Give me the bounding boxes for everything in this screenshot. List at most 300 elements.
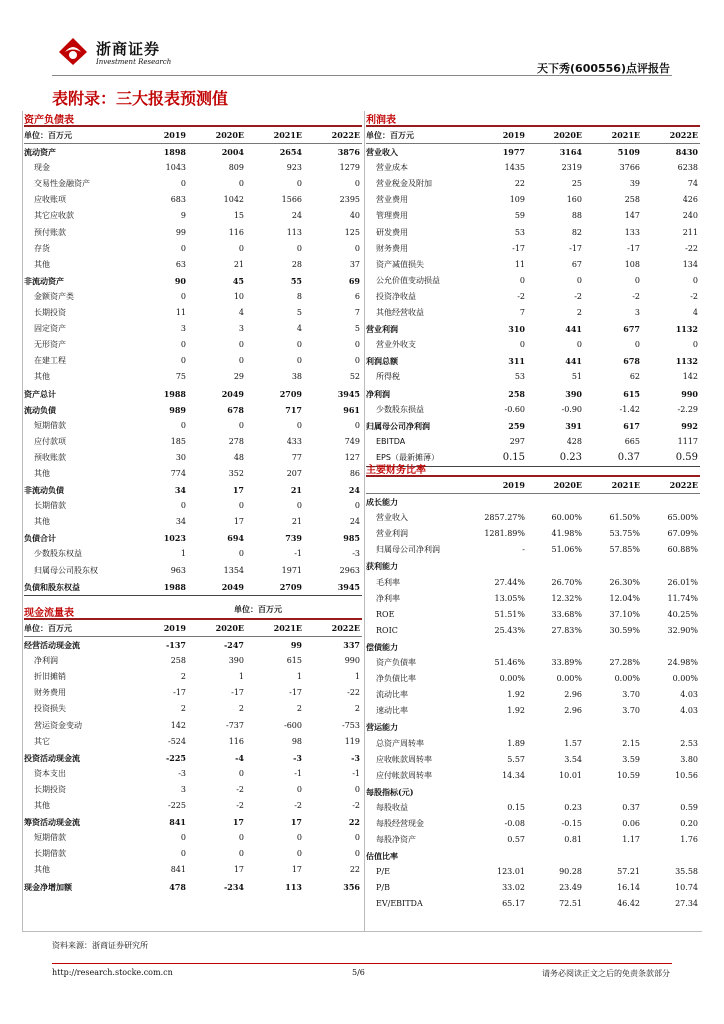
table-row [366,208,700,224]
cell-value: 0.00% [556,674,582,684]
table-row [366,800,700,816]
cell-value: -0.90 [561,404,582,414]
cell-value: 4 [238,308,244,318]
row-label: 营业利润 [366,324,398,335]
cell-value: 0 [180,243,186,253]
cell-value: 29 [233,372,244,382]
cell-value: 390 [228,656,244,666]
balance-sheet-title: 资产负债表 [24,111,362,127]
row-label: 归属母公司净利润 [376,545,440,555]
table-row [24,257,362,273]
table-row [24,144,362,160]
cell-value: 6 [354,291,360,301]
row-label: 财务费用 [376,243,408,253]
cell-value: 1988 [163,388,186,399]
table-row [24,402,362,418]
cell-value: 390 [565,388,582,399]
cell-value: -2.29 [677,404,698,414]
row-label: 应付款项 [34,436,66,446]
cell-value: -225 [168,801,186,811]
cell-value: -234 [223,881,244,892]
cell-value: 11 [514,259,525,269]
cell-value: 678 [227,404,244,415]
cell-value: 356 [343,881,360,892]
cell-value: 2 [180,704,186,714]
cell-value: 65.17 [502,899,525,909]
table-row [24,450,362,466]
cell-value: 74 [687,179,698,189]
row-label: 资产负债率 [376,658,416,668]
cell-value: 11 [175,308,186,318]
table-row [24,498,362,514]
cell-value: 0.23 [559,451,582,463]
cell-value: 2.96 [564,690,582,700]
cell-value: 211 [682,227,698,237]
row-label: 总资产周转率 [376,738,424,748]
cell-value: 10 [233,291,244,301]
cell-value: 0 [354,179,360,189]
cell-value: 45 [232,275,244,286]
cell-value: 1 [238,672,244,682]
cash-flow-title-text: 现金流量表 [24,608,74,619]
cell-value: 240 [682,211,698,221]
cell-value: 7 [519,308,525,318]
row-label: 在建工程 [34,356,66,366]
cell-value: 17 [290,817,302,828]
table-row [366,591,700,607]
row-label: 固定资产 [34,324,66,334]
table-row [366,687,700,703]
cell-value: 1.57 [564,738,582,748]
row-label: 少数股东权益 [34,549,82,559]
cell-value: 0.00% [614,674,640,684]
cell-value: 2963 [339,565,360,575]
cell-value: 27.34 [675,899,698,909]
cell-value: 3 [238,324,244,334]
table-row [366,176,700,192]
year-header: 2019 [502,130,525,140]
cell-value: 3.70 [622,706,640,716]
cell-value: 694 [227,533,244,544]
cell-value: 2049 [221,388,244,399]
cell-value: 53 [514,372,525,382]
row-label: 毛利率 [376,577,400,587]
cell-value: -17 [231,688,244,698]
page-number: 5/6 [352,968,365,977]
table-row [366,864,700,880]
cell-value: 17 [233,865,244,875]
cell-value: 0 [180,179,186,189]
table-row [366,752,700,768]
cell-value: 0.57 [507,835,525,845]
table-row [366,192,700,208]
cell-value: -1.42 [619,404,640,414]
cell-value: 0 [576,340,582,350]
table-row [24,289,362,305]
cell-value: 67.09% [667,529,698,539]
table-row [366,848,700,864]
table-row [24,685,362,701]
cell-value: 3945 [337,581,360,592]
row-label: 其它 [34,736,50,746]
cell-value: 3.59 [622,754,640,764]
cell-value: -17 [512,243,525,253]
table-row [24,766,362,782]
cell-value: 0 [692,275,698,285]
cell-value: 82 [571,227,582,237]
cell-value: 615 [623,388,640,399]
cell-value: 116 [228,736,244,746]
row-label: 每股收益 [376,802,408,812]
row-label: 公允价值变动损益 [376,275,440,285]
cell-value: -4 [235,752,244,763]
cell-value: 142 [682,372,698,382]
cell-value: 3766 [619,163,640,173]
cell-value: 13.05% [494,593,525,603]
table-row [366,241,700,257]
row-label: EV/EBITDA [376,899,423,909]
cell-value: 147 [624,211,640,221]
row-label: 利润总额 [366,356,398,367]
table-row [24,192,362,208]
cell-value: 109 [509,195,525,205]
cell-value: 24 [291,211,302,221]
cell-value: 774 [170,468,186,478]
row-label: ROIC [376,625,398,635]
cell-value: 1354 [223,565,244,575]
cell-value: 0 [180,356,186,366]
row-label: 金额资产类 [34,291,74,301]
cell-value: 0.37 [622,802,640,812]
cell-value: -600 [284,720,302,730]
cell-value: 0 [354,356,360,366]
cell-value: 615 [286,656,302,666]
table-row [366,542,700,558]
cell-value: 0 [238,420,244,430]
row-label: 折旧摊销 [34,672,66,682]
row-label: 经营活动现金流 [24,640,80,651]
cell-value: 125 [344,227,360,237]
cell-value: 8 [296,291,302,301]
cell-value: -753 [342,720,360,730]
cell-value: 1132 [675,356,698,367]
row-label: 非流动负债 [24,485,64,496]
row-label: 其他 [34,259,50,269]
cell-value: 990 [344,656,360,666]
cell-value: 8430 [675,147,698,158]
cell-value: 119 [344,736,360,746]
cell-value: 0.23 [564,802,582,812]
row-label: 营业收入 [376,513,408,523]
cell-value: 1.92 [507,690,525,700]
cell-value: -524 [168,736,186,746]
row-label: ROE [376,609,395,619]
table-row [24,225,362,241]
cell-value: 923 [286,163,302,173]
cell-value: 25 [571,179,582,189]
cell-value: 0 [238,833,244,843]
row-label: 财务费用 [34,688,66,698]
cell-value: 1988 [163,581,186,592]
row-label: 现金净增加额 [24,881,72,892]
row-label: 投资损失 [34,704,66,714]
row-label: 净利润 [366,388,390,399]
cell-value: 2 [354,704,360,714]
table-row [366,575,700,591]
row-label: 营业外收支 [376,340,416,350]
row-label: 营业费用 [376,195,408,205]
table-row [24,176,362,192]
cell-value: 258 [508,388,525,399]
cell-value: 352 [228,468,244,478]
table-row [24,718,362,734]
cell-value: 0.59 [675,451,698,463]
cell-value: 11.74% [667,593,698,603]
cell-value: 0 [238,849,244,859]
table-row [366,353,700,369]
cell-value: 133 [624,227,640,237]
row-label: P/E [376,867,390,877]
row-label: 归属母公司净利润 [366,420,430,431]
cell-value: 27.44% [494,577,525,587]
cell-value: 99 [175,227,186,237]
cell-value: 0 [238,340,244,350]
cell-value: 51 [571,372,582,382]
cell-value: 441 [565,356,582,367]
cell-value: 2709 [279,388,302,399]
cell-value: 88 [571,211,582,221]
cash-flow-unit: 单位：百万元 [234,605,282,614]
cell-value: 86 [349,468,360,478]
cell-value: 5109 [617,147,640,158]
table-row [366,639,700,655]
cell-value: 142 [170,720,186,730]
cell-value: 21 [291,517,302,527]
table-row [24,546,362,562]
cell-value: 0 [238,501,244,511]
cell-value: 62 [629,372,640,382]
cell-value: 258 [170,656,186,666]
cell-value: 52 [349,372,360,382]
cell-value: -2 [236,801,244,811]
cell-value: 17 [232,817,244,828]
cash-flow-title [24,604,362,620]
table-row [24,208,362,224]
footer-url[interactable]: http://research.stocke.com.cn [52,968,173,977]
year-header: 2020E [553,130,582,140]
row-label: 其他 [34,865,50,875]
table-row [366,768,700,784]
year-header: 2020E [215,623,244,633]
cell-value: 1898 [163,147,186,158]
row-label: 研发费用 [376,227,408,237]
row-label: 应收账项 [34,195,66,205]
cell-value: 46.42 [617,899,640,909]
cell-value: 1.76 [680,835,698,845]
table-row [24,637,362,653]
cell-value: 0 [634,340,640,350]
table-row [366,526,700,542]
cell-value: -17 [289,688,302,698]
cell-value: 311 [508,356,525,367]
cell-value: 0 [296,833,302,843]
cell-value: 90 [174,275,186,286]
cell-value: -2 [690,291,698,301]
cell-value: 2654 [279,147,302,158]
left-frame-line [22,111,23,931]
cell-value: 717 [285,404,302,415]
table-row [24,579,362,596]
cell-value: 259 [508,420,525,431]
table-row [24,701,362,717]
cell-value: 1023 [163,533,186,544]
cell-value: 75 [175,372,186,382]
cell-value: 963 [170,565,186,575]
row-label: 长期借款 [34,501,66,511]
cell-value: 0 [296,784,302,794]
cell-value: 1281.89% [484,529,525,539]
table-row [24,305,362,321]
table-row [24,514,362,530]
row-label: 每股净资产 [376,835,416,845]
cell-value: 841 [169,817,186,828]
cell-value: 113 [285,881,302,892]
income-statement-table [366,111,700,467]
cell-value: 3945 [337,388,360,399]
cell-value: 1279 [339,163,360,173]
cell-value: 0 [354,849,360,859]
row-label: P/B [376,883,390,893]
cell-value: 0 [354,833,360,843]
cell-value: 113 [286,227,302,237]
row-label: 其他 [34,517,50,527]
table-row [366,289,700,305]
table-row [366,273,700,289]
cell-value: 3876 [337,147,360,158]
cell-value: -22 [685,243,698,253]
cell-value: 1 [180,549,186,559]
table-row [24,862,362,878]
cell-value: 25.43% [494,625,525,635]
cell-value: -1 [294,768,302,778]
unit-label: 单位：百万元 [24,623,72,633]
cell-value: 59 [514,211,525,221]
cell-value: -3 [352,549,360,559]
table-row [366,655,700,671]
cell-value: 4 [296,324,302,334]
cell-value: 26.70% [551,577,582,587]
cell-value: 10.74 [675,883,698,893]
cell-value: 38 [291,372,302,382]
cell-value: 0 [354,340,360,350]
table-row [24,466,362,482]
cell-value: 1.17 [622,835,640,845]
cell-value: 1971 [281,565,302,575]
table-row [366,337,700,353]
cell-value: -3 [351,752,360,763]
cell-value: 23.49 [559,883,582,893]
table-row [24,321,362,337]
table-row [24,530,362,546]
income-statement-title: 利润表 [366,111,700,127]
cell-value: 51.51% [494,609,525,619]
cell-value: 258 [624,195,640,205]
row-label: 营运资金变动 [34,720,82,730]
cell-value: 57.85% [609,545,640,555]
cell-value: 1043 [165,163,186,173]
year-header: 2022E [669,480,698,490]
cell-value: 123.01 [497,867,525,877]
cell-value: -247 [223,640,244,651]
cell-value: 63 [175,259,186,269]
row-label: 非流动资产 [24,275,64,286]
cash_flow-header-row [24,620,362,637]
table-row [366,418,700,434]
cell-value: 0.20 [680,818,698,828]
cell-value: 0 [180,340,186,350]
row-label: 资产减值损失 [376,259,424,269]
cell-value: 3164 [559,147,582,158]
ratios-title: 主要财务比率 [366,461,700,477]
table-row [366,510,700,526]
cell-value: 0.81 [564,835,582,845]
cell-value: 0 [296,179,302,189]
row-label: 其他 [34,801,50,811]
row-label: 净利率 [376,593,400,603]
cell-value: 10.01 [559,770,582,780]
table-row [24,337,362,353]
cell-value: -225 [165,752,186,763]
cell-value: 0 [519,340,525,350]
year-header: 2019 [163,130,186,140]
row-label: 应收帐款周转率 [376,754,432,764]
cell-value: 391 [565,420,582,431]
row-label: 营业利润 [376,529,408,539]
cell-value: 40.25% [667,609,698,619]
table-row [366,880,700,896]
row-label: 其它应收款 [34,211,74,221]
table-row [366,784,700,800]
table-row [366,144,700,160]
row-label: 存货 [34,243,50,253]
cell-value: 17 [233,517,244,527]
cell-value: 985 [343,533,360,544]
cell-value: 127 [344,452,360,462]
cell-value: 5 [354,324,360,334]
cell-value: -0.60 [504,404,525,414]
cell-value: 60.88% [667,545,698,555]
cell-value: 33.68% [551,609,582,619]
year-header: 2021E [611,130,640,140]
cell-value: 2395 [339,195,360,205]
cell-value: 0 [238,243,244,253]
row-label: 长期借款 [34,849,66,859]
balance-sheet-table [24,111,362,596]
cell-value: 3.54 [564,754,582,764]
table-row [24,734,362,750]
row-label: 资产总计 [24,388,56,399]
cell-value: 426 [682,195,698,205]
row-label: 速动比率 [376,706,408,716]
cell-value: 22 [348,817,360,828]
table-row [24,482,362,498]
cell-value: -737 [226,720,244,730]
cell-value: 2 [180,672,186,682]
cell-value: 1.92 [507,706,525,716]
cell-value: 57.21 [617,867,640,877]
cell-value: -0.15 [561,818,582,828]
cell-value: 0 [180,291,186,301]
